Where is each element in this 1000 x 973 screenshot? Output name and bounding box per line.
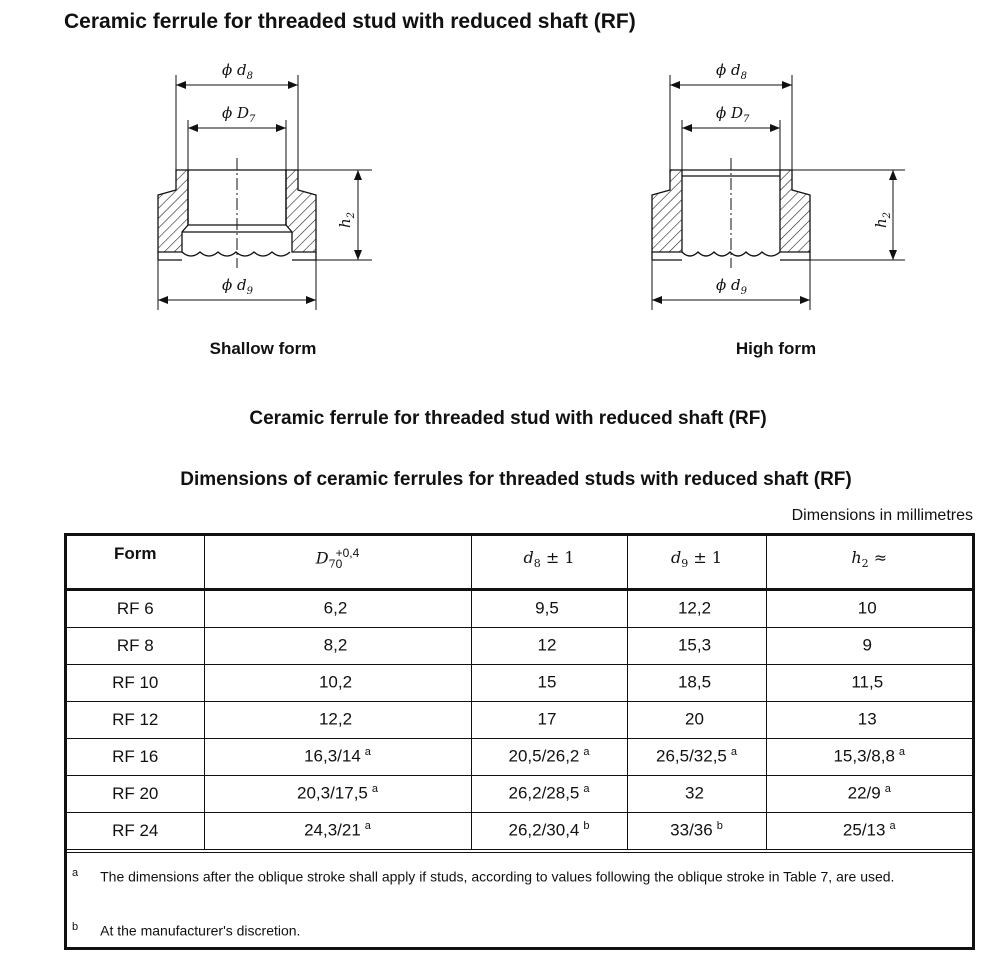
d8-label-left: ϕ $d_8$ [222,61,253,82]
cell-h2: 25/13 $^a$ [766,812,972,849]
ferrule-drawing [0,0,1000,400]
table-row [67,627,972,664]
cell-D7: 24,3/21 $^a$ [204,812,471,849]
table-footnotes [67,852,972,947]
cell-form: RF 24 [67,812,204,849]
footnote-b: $^b$ At the manufacturer's discretion. [72,921,301,939]
shallow-form-label: Shallow form [209,339,317,358]
cell-d9: 33/36 $^b$ [627,812,766,849]
cell-D7: 10,2 [204,664,471,701]
table-row [67,812,972,849]
cell-h2: 22/9 $^a$ [766,775,972,812]
units-note: Dimensions in millimetres [791,507,973,524]
table-row [67,738,972,775]
cell-d8: 26,2/30,4 $^b$ [471,812,627,849]
cell-h2: 10 [766,589,972,627]
cell-h2: 13 [766,701,972,738]
cell-d9: 20 [627,701,766,738]
cell-h2: 11,5 [766,664,972,701]
page-title: Ceramic ferrule for threaded stud with reduced shaft (RF) [64,10,636,33]
h2-label-left: $h_2$ [336,211,357,228]
figure-caption: Ceramic ferrule for threaded stud with reduced shaft (RF) [249,408,767,429]
cell-form: RF 16 [67,738,204,775]
table-row [67,589,972,627]
d8-label-right: ϕ $d_8$ [716,61,747,82]
cell-d9: 15,3 [627,627,766,664]
D7-label-left: ϕ $D_7$ [222,104,256,125]
cell-form: RF 20 [67,775,204,812]
footnote-a: $^a$ The dimensions after the oblique stroke shall apply if studs, according to values following the oblique stroke in Table 7, are used. [72,867,895,885]
d9-label-left: ϕ $d_9$ [222,276,253,297]
cell-d8: 17 [471,701,627,738]
header-h2: $h_2$ ≈ [766,536,972,589]
cell-D7: 8,2 [204,627,471,664]
cell-D7: 20,3/17,5 $^a$ [204,775,471,812]
h2-label-right: $h_2$ [872,211,893,228]
cell-d8: 9,5 [471,589,627,627]
table-header-row [67,536,972,589]
table-row [67,701,972,738]
cell-D7: 12,2 [204,701,471,738]
d9-label-right: ϕ $d_9$ [716,276,747,297]
table-row [67,664,972,701]
table-title: Dimensions of ceramic ferrules for threaded studs with reduced shaft (RF) [180,469,852,490]
dimensions-table [64,533,975,950]
cell-form: RF 8 [67,627,204,664]
cell-d8: 12 [471,627,627,664]
D7-label-right: ϕ $D_7$ [716,104,750,125]
header-D7: $D_7+0,4$ 0 [204,536,471,589]
header-d8: $d_8 \pm 1$ [471,536,627,589]
cell-form: RF 10 [67,664,204,701]
cell-h2: 9 [766,627,972,664]
cell-form: RF 12 [67,701,204,738]
shallow-form-drawing [158,75,372,310]
cell-h2: 15,3/8,8 $^a$ [766,738,972,775]
cell-D7: 6,2 [204,589,471,627]
cell-d8: 20,5/26,2 $^a$ [471,738,627,775]
header-d9: $d_9 \pm 1$ [627,536,766,589]
cell-d8: 26,2/28,5 $^a$ [471,775,627,812]
cell-d8: 15 [471,664,627,701]
high-form-drawing [652,75,905,310]
cell-d9: 12,2 [627,589,766,627]
cell-d9: 26,5/32,5 $^a$ [627,738,766,775]
header-form: Form [67,536,204,589]
table-row [67,775,972,812]
cell-d9: 18,5 [627,664,766,701]
cell-form: RF 6 [67,589,204,627]
cell-D7: 16,3/14 $^a$ [204,738,471,775]
high-form-label: High form [735,339,817,358]
cell-d9: 32 [627,775,766,812]
